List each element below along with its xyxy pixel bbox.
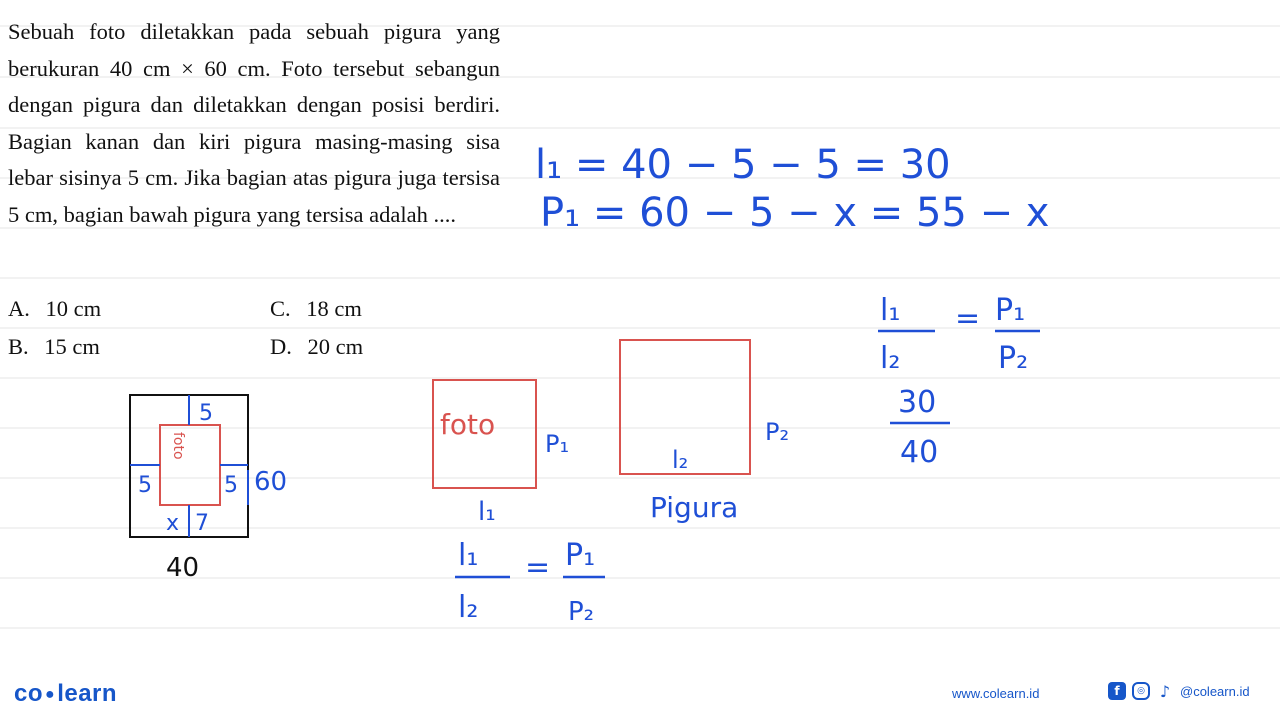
option-c-value: 18 cm <box>306 296 362 321</box>
pigura-p: P₂ <box>765 418 790 446</box>
foto-p: P₁ <box>545 430 570 458</box>
option-d-value: 20 cm <box>307 334 364 359</box>
social-handle[interactable]: @colearn.id <box>1180 683 1250 699</box>
ratio-top-num: l₁ <box>880 293 901 328</box>
facebook-icon[interactable]: f <box>1108 682 1126 700</box>
pigura-l: l₂ <box>672 446 689 474</box>
ratio-bottom-den: l₂ <box>458 590 479 625</box>
option-c-label: C. <box>270 296 291 321</box>
footer-bar <box>0 670 1280 720</box>
eq-p1: P₁ = 60 − 5 − x = 55 − x <box>540 190 1050 236</box>
sketch-left: 5 <box>138 473 152 498</box>
frame-sketch <box>130 395 287 583</box>
foto-label: foto <box>440 408 496 441</box>
social-links <box>1108 682 1250 700</box>
brand-right: learn <box>57 680 118 707</box>
pigura-label: Pigura <box>650 491 739 524</box>
website-link[interactable]: www.colearn.id <box>952 686 1040 701</box>
foto-diagram <box>433 380 569 527</box>
foto-l: l₁ <box>478 497 496 527</box>
sketch-top: 5 <box>199 401 213 426</box>
ratio-top-num2: P₁ <box>995 293 1026 328</box>
sketch-width: 40 <box>166 553 200 583</box>
brand-left: co <box>14 680 44 707</box>
svg-text:=: = <box>525 550 551 585</box>
svg-text:=: = <box>955 301 981 336</box>
ratio-bottom-num: l₁ <box>458 538 479 573</box>
colearn-logo[interactable] <box>14 680 117 708</box>
pigura-diagram <box>620 340 789 524</box>
option-b-value: 15 cm <box>44 334 100 359</box>
ratio-top-den2: P₂ <box>998 341 1029 376</box>
option-a-label: A. <box>8 296 30 321</box>
tiktok-icon[interactable]: ♪ <box>1159 681 1171 701</box>
instagram-icon[interactable]: ◎ <box>1132 682 1150 700</box>
ratio-val-den: 40 <box>900 435 939 470</box>
ratio-val-num: 30 <box>898 385 937 420</box>
sketch-side: 60 <box>254 467 288 497</box>
eq-l1: l₁ = 40 − 5 − 5 = 30 <box>535 142 951 188</box>
sketch-right: 5 <box>224 473 238 498</box>
option-d-label: D. <box>270 334 292 359</box>
brand-dot-icon: ● <box>45 685 56 703</box>
ratio-bottom-den2: P₂ <box>568 597 595 627</box>
ratio-bottom-num2: P₁ <box>565 538 596 573</box>
option-b-label: B. <box>8 334 29 359</box>
sketch-bottom: x <box>166 511 180 536</box>
sketch-inner: foto <box>170 432 186 460</box>
sketch-bottom2: 7 <box>195 511 209 536</box>
option-a-value: 10 cm <box>45 296 102 321</box>
ratio-top-den: l₂ <box>880 341 901 376</box>
question-text: Sebuah foto diletakkan pada sebuah pigura yang berukuran 40 cm × 60 cm. Foto tersebut sebangun dengan pigura dan diletakkan dengan posisi berdiri. Bagian kanan dan kiri pigura masing-masing sisa lebar sisinya 5 cm. Jika bagian atas pigura juga tersisa 5 cm, bagian bawah pigura yang tersisa adalah .... <box>8 19 500 227</box>
